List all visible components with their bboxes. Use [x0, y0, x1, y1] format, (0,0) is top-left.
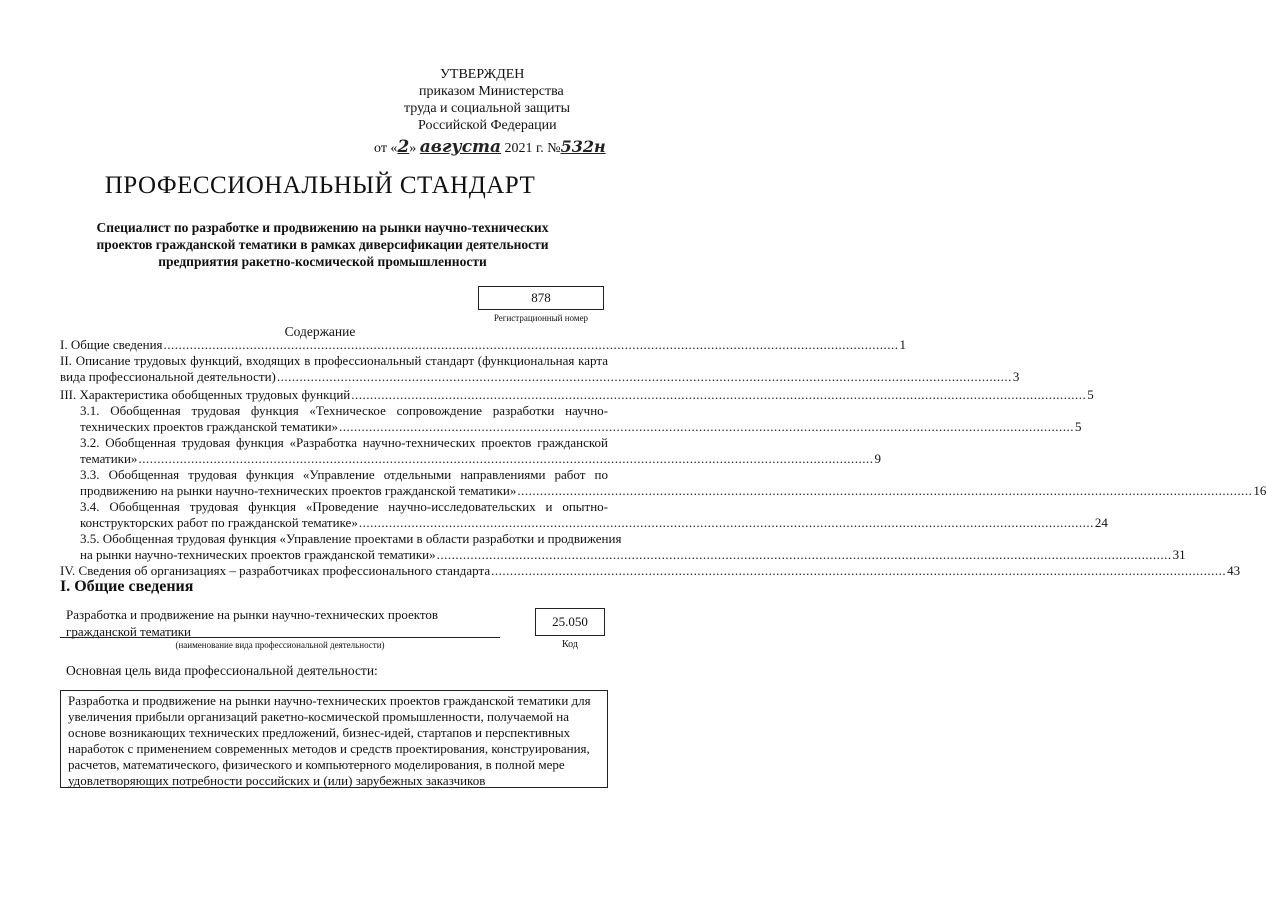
- registration-number-box: 878: [478, 286, 604, 310]
- underline-divider: [60, 637, 500, 638]
- date-prefix: от «: [374, 141, 398, 156]
- document-title: ПРОФЕССИОНАЛЬНЫЙ СТАНДАРТ: [104, 172, 536, 199]
- toc-page-number: 5: [1087, 387, 1094, 402]
- toc-dot-leader: ....................................................................................................................................................................................................: [276, 369, 1012, 384]
- toc-entry[interactable]: 3.4. Обобщенная трудовая функция «Проведение научно-исследовательских и опытно-: [80, 499, 608, 514]
- toc-page-number: 5: [1075, 419, 1082, 434]
- toc-entry[interactable]: 3.2. Обобщенная трудовая функция «Разработка научно-технических проектов гражданской: [80, 435, 608, 450]
- toc-entry[interactable]: [60, 387, 1094, 402]
- toc-page-number: 43: [1227, 563, 1241, 578]
- activity-name-line: Разработка и продвижение на рынки научно-технических проектов: [66, 607, 439, 622]
- toc-entry[interactable]: II. Описание трудовых функций, входящих в профессиональный стандарт (функциональная карта: [60, 353, 608, 368]
- goal-label: Основная цель вида профессиональной деятельности:: [66, 663, 378, 678]
- toc-dot-leader: ....................................................................................................................................................................................................: [491, 563, 1227, 578]
- toc-entry-text: III. Характеристика обобщенных трудовых функций: [60, 387, 351, 402]
- toc-entry[interactable]: 3.1. Обобщенная трудовая функция «Техническое сопровождение разработки научно-: [80, 403, 608, 418]
- order-number: 532н: [560, 137, 606, 156]
- toc-dot-leader: ....................................................................................................................................................................................................: [339, 419, 1075, 434]
- toc-page-number: 3: [1012, 369, 1020, 384]
- toc-entry-text: вида профессиональной деятельности): [60, 369, 276, 384]
- toc-entry[interactable]: [80, 483, 1266, 498]
- date-mid: »: [409, 141, 417, 156]
- toc-dot-leader: ....................................................................................................................................................................................................: [138, 451, 874, 466]
- section-heading: I. Общие сведения: [60, 578, 194, 595]
- toc-dot-leader: ....................................................................................................................................................................................................: [436, 547, 1172, 562]
- toc-page-number: 16: [1253, 483, 1266, 498]
- subtitle-line: Специалист по разработке и продвижению на рынки научно-технических: [96, 220, 549, 235]
- toc-dot-leader: ....................................................................................................................................................................................................: [358, 515, 1094, 530]
- toc-entry[interactable]: [80, 515, 1108, 530]
- toc-dot-leader: ....................................................................................................................................................................................................: [163, 337, 899, 352]
- toc-entry-text: тематики»: [80, 451, 138, 466]
- toc-page-number: 24: [1094, 515, 1108, 530]
- toc-title: Содержание: [284, 324, 356, 339]
- toc-entry-text: технических проектов гражданской тематики»: [80, 419, 339, 434]
- approval-line: труда и социальной защиты: [404, 101, 570, 116]
- date-year: 2021 г. №: [504, 141, 561, 156]
- subtitle-line: предприятия ракетно-космической промышленности: [158, 254, 487, 269]
- toc-entry[interactable]: [60, 337, 907, 352]
- registration-number-label: Регистрационный номер: [493, 313, 589, 323]
- subtitle-line: проектов гражданской тематики в рамках диверсификации деятельности: [96, 237, 549, 252]
- activity-name-line: гражданской тематики: [66, 624, 191, 639]
- toc-entry[interactable]: 3.3. Обобщенная трудовая функция «Управление отдельными направлениями работ по: [80, 467, 608, 482]
- standard-subtitle: [60, 219, 585, 270]
- approval-line: Российской Федерации: [418, 118, 557, 133]
- toc-dot-leader: ....................................................................................................................................................................................................: [517, 483, 1253, 498]
- goal-line: расчетов, математического, физического и компьютерного моделирования, в полной мере: [68, 757, 565, 772]
- goal-line: Разработка и продвижение на рынки научно-технических проектов гражданской тематики для: [68, 693, 591, 708]
- approval-date: [374, 138, 606, 157]
- activity-name: [66, 606, 506, 640]
- toc-entry[interactable]: [80, 419, 1082, 434]
- toc-page-number: 1: [899, 337, 907, 352]
- activity-code-caption: Код: [562, 639, 578, 650]
- activity-code-box: 25.050: [535, 608, 605, 636]
- toc-entry-text: конструкторских работ по гражданской тематике»: [80, 515, 358, 530]
- goal-line: основе возникающих технических предложений, бизнес-идей, стартапов и перспективных: [68, 725, 571, 740]
- toc-entry-text: IV. Сведения об организациях – разработчиках профессионального стандарта: [60, 563, 491, 578]
- goal-line: увеличения прибыли организаций ракетно-космической промышленности, получаемой на: [68, 709, 570, 724]
- toc-entry-text: продвижению на рынки научно-технических проектов гражданской тематики»: [80, 483, 517, 498]
- approval-line: приказом Министерства: [419, 84, 564, 99]
- approval-title: УТВЕРЖДЕН: [440, 67, 525, 82]
- toc-dot-leader: ....................................................................................................................................................................................................: [351, 387, 1087, 402]
- goal-line: удовлетворяющих потребности российских и (или) зарубежных заказчиков: [68, 773, 486, 788]
- toc-entry-text: I. Общие сведения: [60, 337, 163, 352]
- toc-entry-text: на рынки научно-технических проектов гражданской тематики»: [80, 547, 436, 562]
- toc-page-number: 31: [1172, 547, 1186, 562]
- date-day: 2: [397, 137, 410, 157]
- goal-line: наработок с применением современных методов и средств проектирования, конструирования,: [68, 741, 590, 756]
- toc-entry[interactable]: [60, 563, 1241, 578]
- activity-name-caption: (наименование вида профессиональной деятельности): [175, 640, 385, 650]
- toc-entry[interactable]: 3.5. Обобщенная трудовая функция «Управление проектами в области разработки и продвижения: [80, 531, 622, 546]
- toc-entry[interactable]: [60, 369, 1020, 384]
- date-month: августа: [419, 137, 502, 157]
- toc-entry[interactable]: [80, 547, 1186, 562]
- toc-page-number: 9: [874, 451, 881, 466]
- toc-entry[interactable]: [80, 451, 881, 466]
